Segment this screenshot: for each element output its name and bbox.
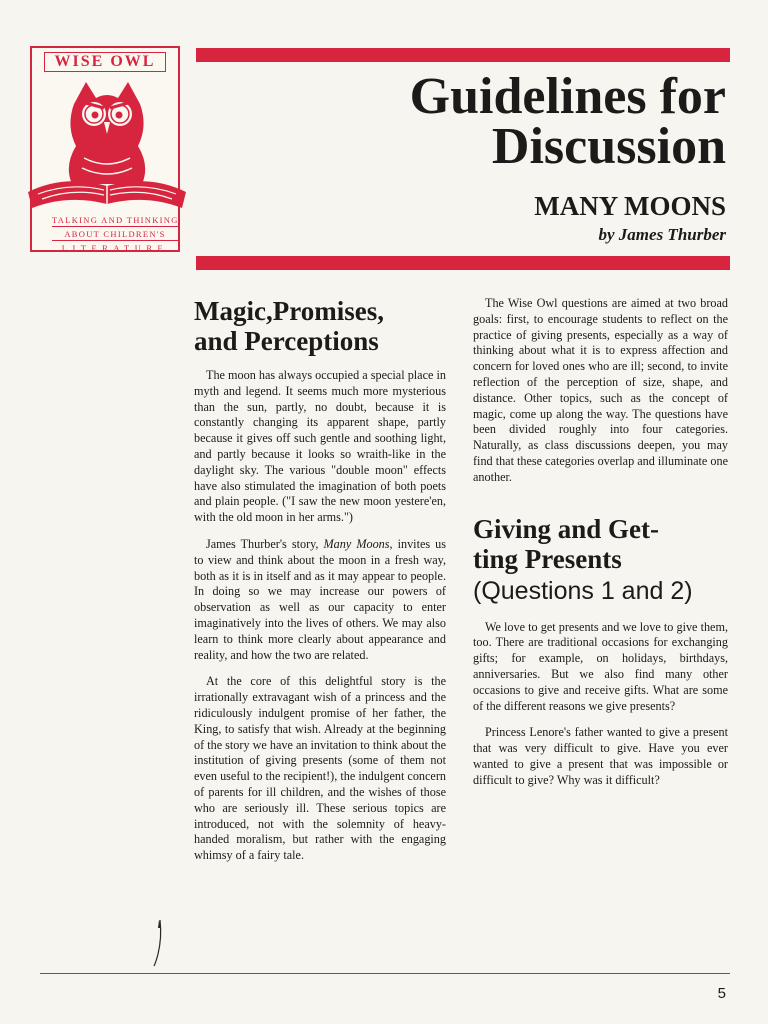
paragraph bbox=[194, 537, 446, 663]
section-subheading: (Questions 1 and 2) bbox=[473, 576, 693, 605]
paragraph: Princess Lenore's father wanted to give a present that was very difficult to give. Have you ever wanted to give a present that was impossible or difficult to give? Why was it difficult? bbox=[473, 725, 728, 787]
page-number: 5 bbox=[717, 985, 726, 1002]
left-column bbox=[194, 296, 446, 875]
text-span: , invites us to view and think about the moon in a fresh way, both as it is in itself and as it may appear to people. In doing so we may increase our powers of observation as well as our capacity to enter imaginatively into the lives of others. We may also learn to think more clearly about appearance and reality, and how the two are related. bbox=[194, 536, 446, 662]
header-rule-bottom bbox=[196, 256, 730, 270]
paragraph: The moon has always occupied a special place in myth and legend. It seems much more mysterious than the sun, partly, no doubt, because it is constantly changing its apparent shape, partly because it gives off such gentle and soothing light, and partly because it looks so wraith-like in the daylight sky. The various "double moon" effects have also stimulated the imagination of both poets and plain people. ("I saw the new moon yestere'en, with the old moon in her arms.") bbox=[194, 368, 446, 525]
logo-title: WISE OWL bbox=[44, 52, 166, 72]
paragraph: At the core of this delightful story is the irrationally extravagant wish of a princess and the ridiculously indulgent promise of her father, the King, to satisfy that wish. Already at the beginning of the story we have an invitation to think about the institution of giving presents (some of them not even useful to the recipient!), the indulgent concern of parents for ill children, and the wishes of those who are seriously ill. These serious topics are introduced, not with the solemnity of heavy-handed moralism, but rather with the engaging whimsy of a fairy tale. bbox=[194, 674, 446, 863]
logo-tagline-2: ABOUT CHILDREN'S bbox=[52, 228, 178, 241]
section-heading-magic bbox=[194, 296, 446, 356]
heading-line-1: Giving and Get- bbox=[473, 513, 660, 544]
wise-owl-logo bbox=[30, 46, 180, 252]
paragraph: The Wise Owl questions are aimed at two broad goals: first, to encourage students to reflect on the practice of giving presents, especially as a way of thinking about what it is to express affection and concern for loved ones who are ill; second, to invite reflection of the perception of size, shape, and distance. Other topics, such as the concept of magic, come up along the way. The questions have been divided roughly into four categories. Naturally, as class discussions deepen, you may find that these categories overlap and illuminate one another. bbox=[473, 296, 728, 484]
pen-mark-icon bbox=[148, 918, 168, 968]
owl-book-icon bbox=[24, 74, 190, 224]
right-column bbox=[473, 296, 728, 800]
page-title bbox=[409, 68, 726, 175]
heading-line-2: and Perceptions bbox=[194, 326, 379, 356]
book-title: MANY MOONS bbox=[534, 191, 726, 221]
title-line-1: Guidelines for bbox=[409, 68, 726, 125]
section-heading-presents bbox=[473, 514, 728, 574]
paragraph: We love to get presents and we love to give them, too. There are traditional occasions for exchanging gifts; for example, on holidays, birthdays, anniversaries. But we also find many other occasions to give and receive gifts. What are some of the different reasons we give presents? bbox=[473, 619, 728, 713]
logo-tagline-3: LITERATURE bbox=[61, 243, 169, 253]
book-title-italic: Many Moons bbox=[323, 536, 390, 551]
author-byline: by James Thurber bbox=[598, 225, 726, 244]
footer-rule bbox=[40, 973, 730, 974]
logo-tagline-1: TALKING AND THINKING bbox=[52, 215, 179, 225]
title-line-2: Discussion bbox=[491, 118, 726, 175]
heading-line-2: ting Presents bbox=[473, 543, 622, 574]
text-span: James Thurber's story, bbox=[206, 536, 324, 551]
heading-line-1: Magic,Promises, bbox=[194, 296, 384, 326]
header-rule-top bbox=[196, 48, 730, 62]
